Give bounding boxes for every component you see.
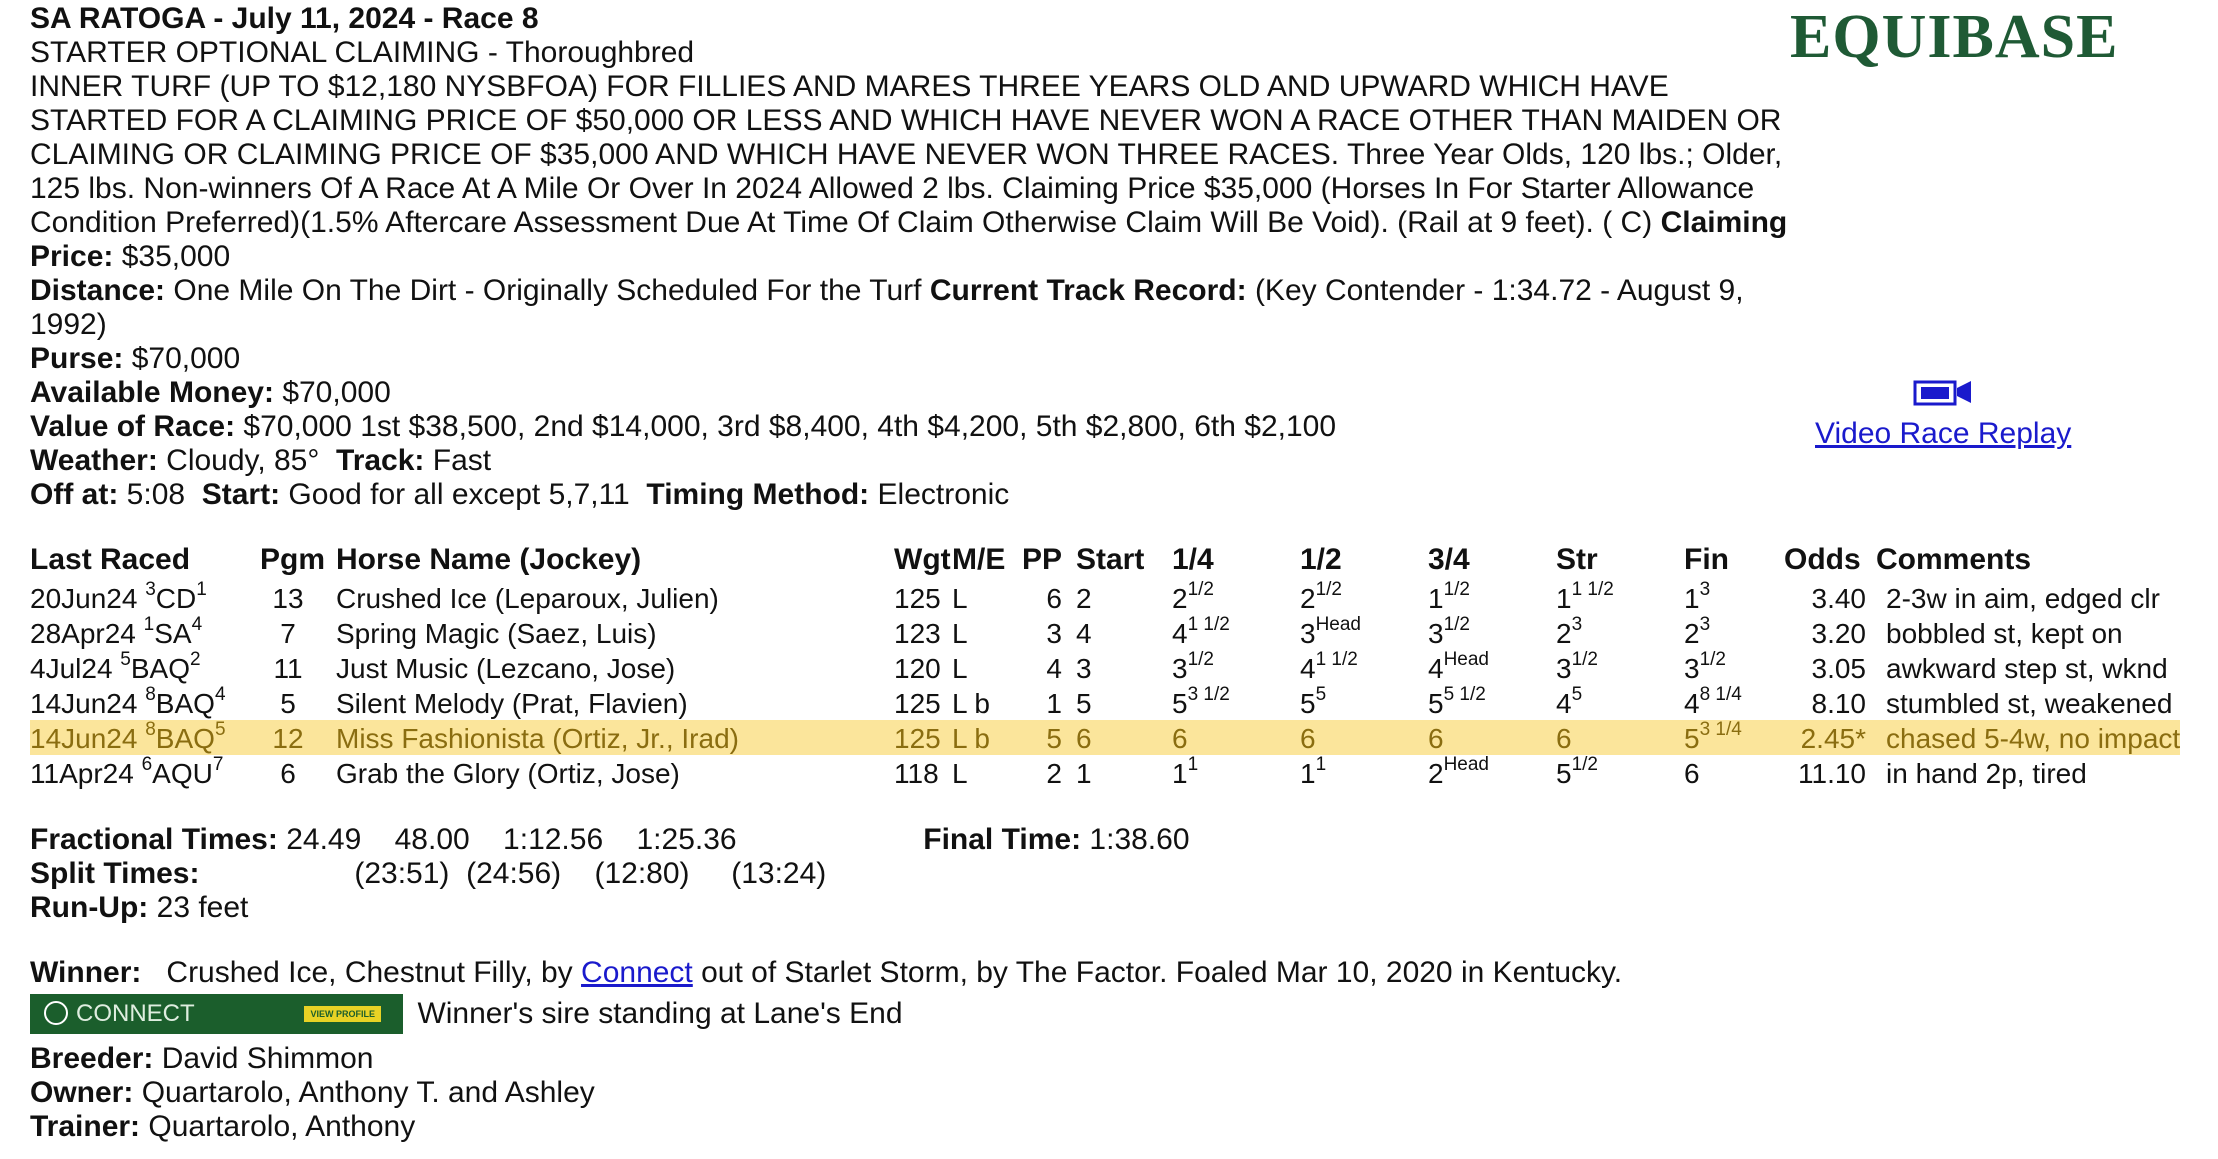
results-table xyxy=(30,540,2180,790)
half-position: 3 xyxy=(1300,618,1316,649)
quarter-position: 3 xyxy=(1172,653,1188,684)
three-quarter-margin: Head xyxy=(1443,649,1489,670)
weather-label: Weather: xyxy=(30,444,158,477)
stretch-position: 4 xyxy=(1556,688,1572,719)
last-raced-track: AQU xyxy=(152,758,213,789)
half-cell xyxy=(1300,650,1428,685)
half-margin: 5 xyxy=(1315,684,1327,705)
finish-cell xyxy=(1684,580,1784,615)
quarter-cell xyxy=(1172,755,1300,790)
fractional-label: Fractional Times: xyxy=(30,823,278,856)
last-race-number: 5 xyxy=(120,649,131,670)
pgm-cell: 7 xyxy=(280,618,296,649)
col-pp: PP xyxy=(1022,543,1063,576)
start-cell: 3 xyxy=(1076,653,1092,684)
finish-position: 2 xyxy=(1684,618,1700,649)
wgt-cell: 125 xyxy=(894,583,941,614)
wgt-cell: 123 xyxy=(894,618,941,649)
finish-position: 4 xyxy=(1684,688,1700,719)
quarter-position: 4 xyxy=(1172,618,1188,649)
horse-cell: Miss Fashionista (Ortiz, Jr., Irad) xyxy=(336,720,894,755)
last-finish: 4 xyxy=(214,684,226,705)
stretch-margin: 1/2 xyxy=(1571,754,1598,775)
offat-line xyxy=(30,478,2210,512)
half-cell xyxy=(1300,580,1428,615)
conditions-text: INNER TURF (UP TO $12,180 NYSBFOA) FOR FILLIES AND MARES THREE YEARS OLD AND UPWARD WHICH HAVE STARTED FOR A CLAIMING PRICE OF $50,000 OR LESS AND WHICH HAVE NEVER WON A RACE OTHER THAN MAIDEN OR CLAIMING OR CLAIMING PRICE OF $35,000 AND WHICH HAVE NEVER WON THREE RACES. Three Year Olds, 120 lbs.; Older, 125 lbs. Non-winners Of A Race At A Mile Or Over In 2024 Allowed 2 lbs. Claiming Price $35,000 (Horses In For Starter Allowance Condition Preferred)(1.5% Aftercare Assessment Due At Time Of Claim Otherwise Claim Will Be Void). (Rail at 9 feet). ( C) xyxy=(30,70,1783,239)
last-raced-date: 14Jun24 xyxy=(30,723,138,754)
table-row xyxy=(30,685,2180,720)
last-raced-cell xyxy=(30,615,260,650)
quarter-cell xyxy=(1172,720,1300,755)
stretch-margin: 3 xyxy=(1571,614,1583,635)
odds-cell: 8.10 xyxy=(1811,688,1866,719)
quarter-margin: 1 xyxy=(1187,754,1199,775)
three-quarter-cell xyxy=(1428,580,1556,615)
pp-cell: 4 xyxy=(1046,653,1062,684)
wgt-cell: 125 xyxy=(894,688,941,719)
quarter-cell xyxy=(1172,685,1300,720)
fractional-2: 48.00 xyxy=(394,823,470,856)
trainer-value: Quartarolo, Anthony xyxy=(148,1110,416,1143)
results-header-row xyxy=(30,540,2180,580)
breeder-value: David Shimmon xyxy=(161,1042,374,1075)
col-stretch: Str xyxy=(1556,543,1598,576)
winner-line xyxy=(30,956,2180,990)
fractional-1: 24.49 xyxy=(286,823,362,856)
finish-position: 6 xyxy=(1684,758,1700,789)
weather-value: Cloudy, 85° xyxy=(166,444,320,477)
horse-cell: Spring Magic (Saez, Luis) xyxy=(336,618,657,649)
three-quarter-position: 3 xyxy=(1428,618,1444,649)
available-value: $70,000 xyxy=(282,376,391,409)
distance-label: Distance: xyxy=(30,274,166,307)
view-profile-button[interactable]: VIEW PROFILE xyxy=(304,1006,381,1022)
start-cell: 6 xyxy=(1076,720,1172,755)
banner-text: CONNECT xyxy=(76,1000,195,1027)
table-row xyxy=(30,580,2180,615)
three-quarter-position: 5 xyxy=(1428,688,1444,719)
pgm-cell: 12 xyxy=(260,720,336,755)
start-value: Good for all except 5,7,11 xyxy=(288,478,630,511)
last-raced-cell xyxy=(30,580,260,615)
half-margin: 1 xyxy=(1315,754,1327,775)
split-label: Split Times: xyxy=(30,857,200,890)
half-cell xyxy=(1300,755,1428,790)
record-label: Current Track Record: xyxy=(929,274,1247,307)
table-row xyxy=(30,615,2180,650)
three-quarter-cell xyxy=(1428,615,1556,650)
value-value: $70,000 1st $38,500, 2nd $14,000, 3rd $8,400, 4th $4,200, 5th $2,800, 6th $2,100 xyxy=(243,410,1337,443)
last-race-number: 3 xyxy=(145,579,156,600)
start-cell: 4 xyxy=(1076,618,1092,649)
stretch-position: 1 xyxy=(1556,583,1572,614)
half-cell xyxy=(1300,720,1428,755)
half-margin: 1/2 xyxy=(1315,579,1342,600)
three-quarter-position: 4 xyxy=(1428,653,1444,684)
purse-value: $70,000 xyxy=(131,342,241,375)
quarter-position: 5 xyxy=(1172,688,1188,719)
col-pgm: Pgm xyxy=(260,543,326,576)
stretch-position: 3 xyxy=(1556,653,1572,684)
last-finish: 2 xyxy=(190,649,201,670)
three-quarter-cell xyxy=(1428,755,1556,790)
last-raced-cell xyxy=(30,720,260,755)
equibase-logo[interactable]: EQUIBASE xyxy=(1790,3,2119,71)
start-cell: 5 xyxy=(1076,688,1092,719)
odds-cell: 3.40 xyxy=(1811,583,1866,614)
finish-position: 3 xyxy=(1684,653,1700,684)
last-raced-cell xyxy=(30,650,260,685)
stretch-cell xyxy=(1556,580,1684,615)
table-row xyxy=(30,755,2180,790)
odds-cell: 3.20 xyxy=(1811,618,1866,649)
col-half: 1/2 xyxy=(1300,543,1342,576)
half-cell xyxy=(1300,685,1428,720)
last-race-number: 6 xyxy=(141,754,153,775)
three-quarter-position: 2 xyxy=(1428,758,1444,789)
horse-cell: Crushed Ice (Leparoux, Julien) xyxy=(336,583,719,614)
video-camera-icon[interactable] xyxy=(1913,378,1973,406)
runup-value: 23 feet xyxy=(156,891,249,924)
split-3: (12:80) xyxy=(594,857,690,890)
trainer-label: Trainer: xyxy=(30,1110,141,1143)
connect-logo-icon xyxy=(44,1001,68,1025)
me-cell: L xyxy=(952,618,968,649)
claiming-label: Claiming Price: xyxy=(30,206,1788,273)
pp-cell: 3 xyxy=(1046,618,1062,649)
breeder-label: Breeder: xyxy=(30,1042,154,1075)
offat-label: Off at: xyxy=(30,478,119,511)
winner-text: Crushed Ice, Chestnut Filly, by xyxy=(166,956,573,989)
three-quarter-cell xyxy=(1428,685,1556,720)
stretch-margin: 1/2 xyxy=(1571,649,1598,670)
owner-label: Owner: xyxy=(30,1076,134,1109)
col-me: M/E xyxy=(952,543,1006,576)
col-horse: Horse Name (Jockey) xyxy=(336,543,642,576)
track-value: Fast xyxy=(432,444,492,477)
distance-line xyxy=(30,274,2210,308)
col-last-raced: Last Raced xyxy=(30,543,191,576)
odds-cell: 11.10 xyxy=(1798,758,1866,789)
claiming-value: $35,000 xyxy=(121,240,231,273)
trainer-line xyxy=(30,1110,2180,1144)
finish-cell xyxy=(1684,615,1784,650)
times-section xyxy=(30,823,1230,925)
three-quarter-position: 6 xyxy=(1428,723,1444,754)
stretch-margin: 1 1/2 xyxy=(1571,579,1614,600)
quarter-cell xyxy=(1172,615,1300,650)
col-wgt: Wgt xyxy=(894,543,951,576)
wgt-cell: 118 xyxy=(894,758,939,789)
record-year: 1992) xyxy=(30,308,107,341)
three-quarter-cell xyxy=(1428,720,1556,755)
pgm-cell: 6 xyxy=(280,758,296,789)
timing-label: Timing Method: xyxy=(646,478,870,511)
col-finish: Fin xyxy=(1684,543,1729,576)
last-finish: 5 xyxy=(214,719,226,740)
three-quarter-cell xyxy=(1428,650,1556,685)
runup-label: Run-Up: xyxy=(30,891,149,924)
odds-cell: 2.45* xyxy=(1784,720,1866,755)
split-line xyxy=(30,857,1230,891)
final-time-label: Final Time: xyxy=(923,823,1082,856)
fractional-3: 1:12.56 xyxy=(503,823,604,856)
distance-value: One Mile On The Dirt - Originally Scheduled For the Turf xyxy=(173,274,922,307)
start-cell: 1 xyxy=(1076,758,1092,789)
horse-cell: Grab the Glory (Ortiz, Jose) xyxy=(336,758,680,789)
wgt-cell: 125 xyxy=(894,720,952,755)
col-quarter: 1/4 xyxy=(1172,543,1214,576)
last-finish: 4 xyxy=(191,614,203,635)
last-raced-track: CD xyxy=(155,583,197,614)
stretch-position: 5 xyxy=(1556,758,1572,789)
stretch-cell xyxy=(1556,685,1684,720)
owner-line xyxy=(30,1076,2180,1110)
connect-banner[interactable] xyxy=(30,994,403,1034)
me-cell: L b xyxy=(952,720,1022,755)
record-value: (Key Contender - 1:34.72 - August 9, xyxy=(1254,274,1744,307)
table-row xyxy=(30,720,2180,755)
winner-section xyxy=(30,956,2180,1144)
finish-cell xyxy=(1684,755,1784,790)
track-label: Track: xyxy=(336,444,425,477)
last-raced-date: 14Jun24 xyxy=(30,688,138,719)
pp-cell: 5 xyxy=(1022,720,1076,755)
start-label: Start: xyxy=(201,478,281,511)
pgm-cell: 13 xyxy=(272,583,304,614)
half-margin: 1 1/2 xyxy=(1315,649,1358,670)
pgm-cell: 11 xyxy=(273,653,303,684)
half-cell xyxy=(1300,615,1428,650)
three-quarter-margin: 5 1/2 xyxy=(1443,684,1486,705)
finish-margin: 3 xyxy=(1699,614,1711,635)
finish-margin: 3 1/4 xyxy=(1699,719,1742,740)
timing-value: Electronic xyxy=(877,478,1010,511)
me-cell: L b xyxy=(952,688,990,719)
stretch-cell xyxy=(1556,650,1684,685)
three-quarter-margin: 1/2 xyxy=(1443,614,1470,635)
fractional-line xyxy=(30,823,1230,857)
last-raced-date: 4Jul24 xyxy=(30,653,113,684)
race-title: SA RATOGA - July 11, 2024 - Race 8 xyxy=(30,2,539,35)
quarter-margin: 1 1/2 xyxy=(1187,614,1230,635)
col-comments: Comments xyxy=(1876,543,2032,576)
last-race-number: 8 xyxy=(145,684,156,705)
quarter-margin: 1/2 xyxy=(1187,649,1214,670)
offat-value: 5:08 xyxy=(126,478,186,511)
col-three-quarter: 3/4 xyxy=(1428,543,1470,576)
last-finish: 7 xyxy=(212,754,224,775)
race-type: STARTER OPTIONAL CLAIMING - Thoroughbred xyxy=(30,36,695,69)
quarter-cell xyxy=(1172,650,1300,685)
half-position: 1 xyxy=(1300,758,1316,789)
finish-position: 5 xyxy=(1684,723,1700,754)
comment-cell: stumbled st, weakened xyxy=(1886,688,2173,719)
horse-cell: Silent Melody (Prat, Flavien) xyxy=(336,688,688,719)
finish-margin: 8 1/4 xyxy=(1699,684,1742,705)
pp-cell: 1 xyxy=(1046,688,1062,719)
col-start: Start xyxy=(1076,543,1145,576)
last-raced-track: BAQ xyxy=(130,653,191,684)
finish-margin: 3 xyxy=(1699,579,1711,600)
quarter-margin: 3 1/2 xyxy=(1187,684,1230,705)
split-4: (13:24) xyxy=(731,857,827,890)
owner-value: Quartarolo, Anthony T. and Ashley xyxy=(141,1076,595,1109)
quarter-position: 1 xyxy=(1172,758,1188,789)
last-raced-track: BAQ xyxy=(155,723,215,754)
finish-margin: 1/2 xyxy=(1699,649,1726,670)
sire-note: Winner's sire standing at Lane's End xyxy=(417,997,903,1030)
winner-text-after: out of Starlet Storm, by The Factor. Foaled Mar 10, 2020 in Kentucky. xyxy=(701,956,1623,989)
comment-cell: chased 5-4w, no impact xyxy=(1866,720,2180,755)
pp-cell: 2 xyxy=(1046,758,1062,789)
last-raced-date: 20Jun24 xyxy=(30,583,138,614)
start-cell: 2 xyxy=(1076,583,1092,614)
last-raced-cell xyxy=(30,685,260,720)
fractional-4: 1:25.36 xyxy=(636,823,737,856)
half-margin: Head xyxy=(1315,614,1361,635)
last-raced-cell xyxy=(30,755,260,790)
comment-cell: in hand 2p, tired xyxy=(1886,758,2087,789)
stretch-cell xyxy=(1556,720,1684,755)
table-row xyxy=(30,650,2180,685)
race-conditions xyxy=(30,70,1790,274)
pgm-cell: 5 xyxy=(280,688,296,719)
video-replay-link[interactable]: Video Race Replay xyxy=(1815,417,2072,450)
value-label: Value of Race: xyxy=(30,410,236,443)
horse-cell: Just Music (Lezcano, Jose) xyxy=(336,653,676,684)
comment-cell: awkward step st, wknd xyxy=(1886,653,2168,684)
last-race-number: 1 xyxy=(143,614,155,635)
last-race-number: 8 xyxy=(145,719,156,740)
last-raced-date: 28Apr24 xyxy=(30,618,136,649)
breeder-line xyxy=(30,1042,2180,1076)
last-raced-track: SA xyxy=(154,618,192,649)
half-position: 6 xyxy=(1300,723,1316,754)
three-quarter-margin: 1/2 xyxy=(1443,579,1470,600)
me-cell: L xyxy=(952,653,968,684)
half-position: 2 xyxy=(1300,583,1316,614)
last-raced-date: 11Apr24 xyxy=(30,758,134,789)
runup-line xyxy=(30,891,1230,925)
comment-cell: bobbled st, kept on xyxy=(1886,618,2123,649)
split-2: (24:56) xyxy=(466,857,562,890)
winner-label: Winner: xyxy=(30,956,142,989)
available-label: Available Money: xyxy=(30,376,274,409)
finish-position: 1 xyxy=(1684,583,1700,614)
comment-cell: 2-3w in aim, edged clr xyxy=(1886,583,2160,614)
stretch-position: 2 xyxy=(1556,618,1572,649)
three-quarter-position: 1 xyxy=(1428,583,1444,614)
sire-banner-line xyxy=(30,994,2180,1042)
purse-line xyxy=(30,342,2210,376)
quarter-position: 2 xyxy=(1172,583,1188,614)
stretch-position: 6 xyxy=(1556,723,1572,754)
col-odds: Odds xyxy=(1784,543,1861,576)
me-cell: L xyxy=(952,583,968,614)
odds-cell: 3.05 xyxy=(1811,653,1866,684)
last-finish: 1 xyxy=(196,579,207,600)
quarter-cell xyxy=(1172,580,1300,615)
stretch-cell xyxy=(1556,755,1684,790)
finish-cell xyxy=(1684,685,1784,720)
stretch-margin: 5 xyxy=(1571,684,1583,705)
half-position: 4 xyxy=(1300,653,1316,684)
finish-cell xyxy=(1684,650,1784,685)
three-quarter-margin: Head xyxy=(1443,754,1489,775)
half-position: 5 xyxy=(1300,688,1316,719)
purse-label: Purse: xyxy=(30,342,124,375)
stretch-cell xyxy=(1556,615,1684,650)
me-cell: L xyxy=(952,758,968,789)
wgt-cell: 120 xyxy=(894,653,941,684)
video-replay[interactable] xyxy=(1815,378,2071,451)
final-time-value: 1:38.60 xyxy=(1089,823,1190,856)
pp-cell: 6 xyxy=(1046,583,1062,614)
quarter-margin: 1/2 xyxy=(1187,579,1214,600)
last-raced-track: BAQ xyxy=(155,688,215,719)
split-1: (23:51) xyxy=(354,857,450,890)
quarter-position: 6 xyxy=(1172,723,1188,754)
sire-link[interactable]: Connect xyxy=(581,956,693,989)
finish-cell xyxy=(1684,720,1784,755)
